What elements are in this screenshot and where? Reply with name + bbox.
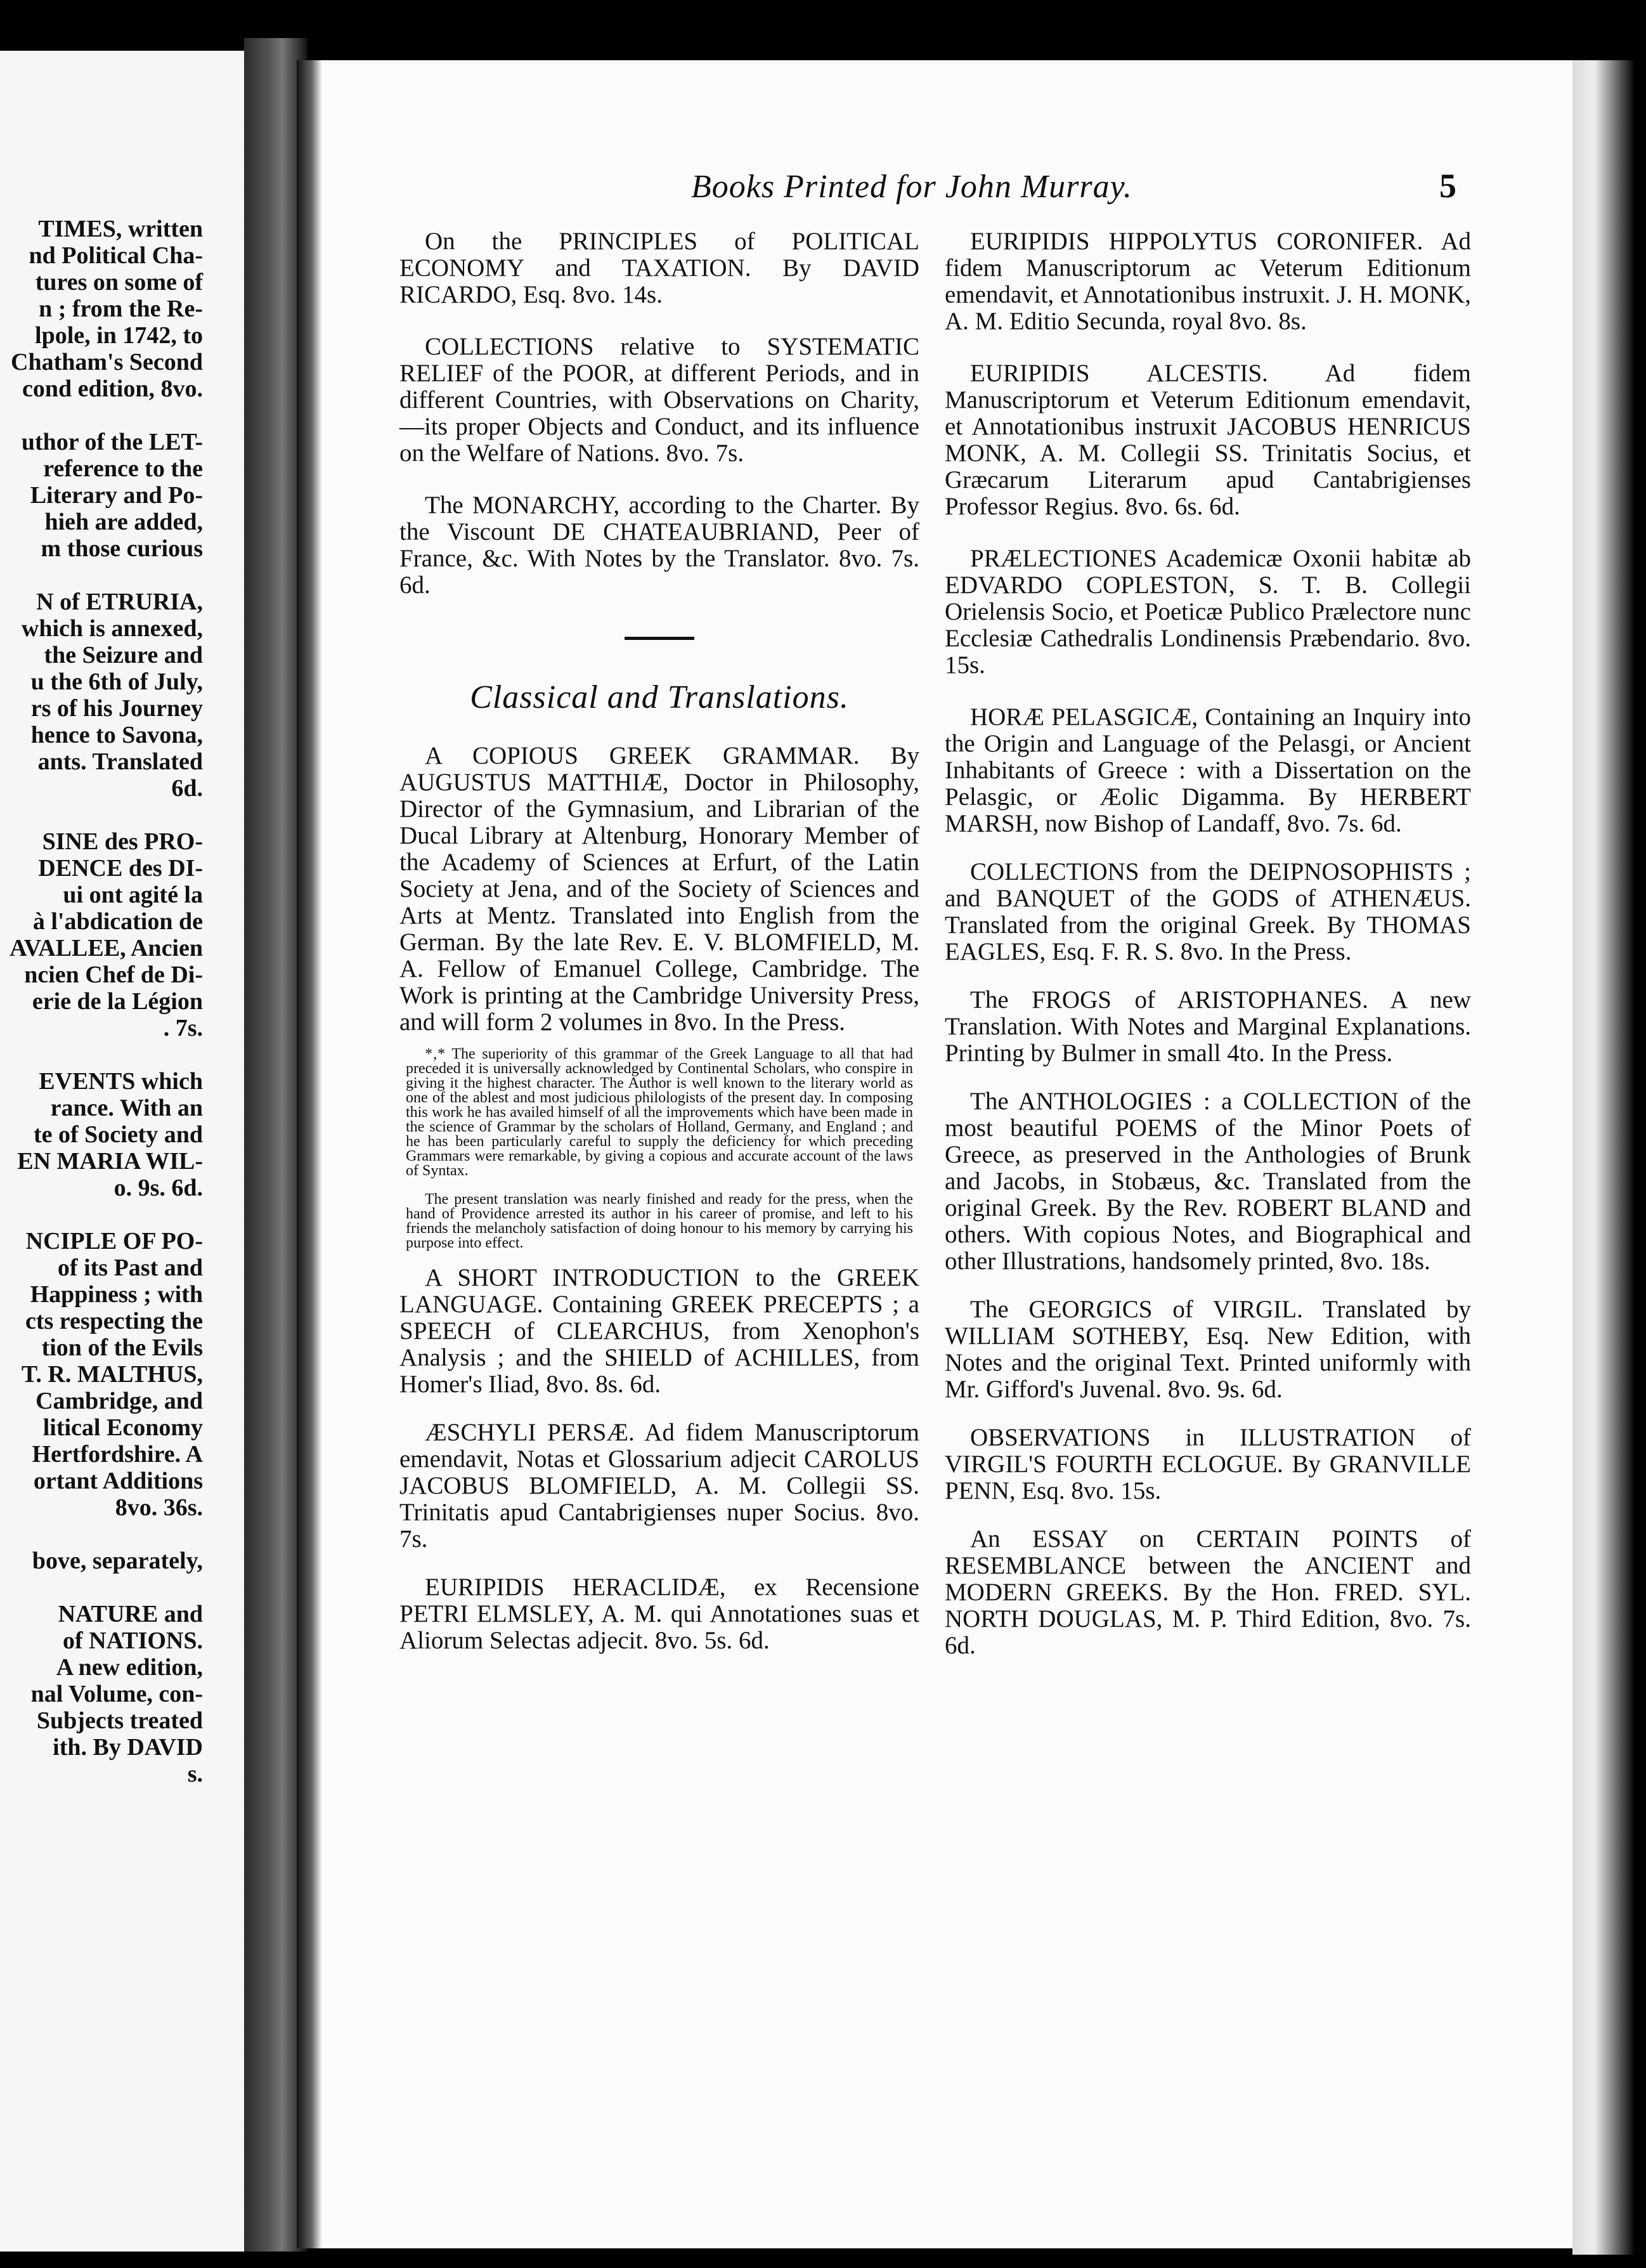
facing-page-line: rance. With an bbox=[50, 1095, 203, 1121]
book-entry-virgil-eclogue: OBSERVATIONS in ILLUSTRATION of VIRGIL'S FOURTH ECLOGUE. By GRANVILLE PENN, Esq. 8vo. 15s. bbox=[945, 1424, 1471, 1504]
page-number: 5 bbox=[1439, 167, 1456, 205]
facing-page-line: of its Past and bbox=[57, 1255, 203, 1281]
facing-page-line: AVALLEE, Ancien bbox=[10, 935, 203, 961]
facing-page-line: tion of the Evils bbox=[41, 1334, 203, 1361]
facing-page-line: Subjects treated bbox=[36, 1707, 203, 1734]
facing-page-line: bove, separately, bbox=[32, 1548, 203, 1574]
facing-page-line: te of Society and bbox=[33, 1121, 203, 1148]
facing-page-line: Chatham's Second bbox=[11, 349, 203, 375]
book-entry-horae-pelasgicae: HORÆ PELASGICÆ, Containing an Inquiry into the Origin and Language of the Pelasgi, or Ancient Inhabitants of Greece : with a Dissertation on the Pelasgic, or Æolic Digamma. By HERBERT MARSH, now Bishop of Landaff, 8vo. 7s. 6d. bbox=[945, 703, 1471, 837]
facing-page-line: nal Volume, con- bbox=[30, 1681, 203, 1707]
facing-page-line: NATURE and bbox=[58, 1601, 203, 1627]
facing-page-line: ui ont agité la bbox=[63, 882, 203, 908]
facing-page-line: cts respecting the bbox=[25, 1308, 203, 1334]
facing-page-line: nd Political Cha- bbox=[29, 242, 203, 269]
facing-page-line: 6d. bbox=[171, 775, 203, 802]
facing-page-line: à l'abdication de bbox=[32, 908, 203, 935]
facing-page-line: which is annexed, bbox=[21, 615, 203, 642]
book-entry-euripidis-heraclidae: EURIPIDIS HERACLIDÆ, ex Recensione PETRI ELMSLEY, A. M. qui Annotationes suas et Aliorum Selectas adjecit. 8vo. 5s. 6d. bbox=[399, 1574, 919, 1654]
facing-page-line: cond edition, 8vo. bbox=[22, 375, 203, 402]
facing-page-line: . 7s. bbox=[163, 1015, 203, 1041]
facing-page-line: rs of his Journey bbox=[30, 695, 203, 722]
left-column bbox=[399, 228, 919, 1676]
facing-page-line: Hertfordshire. A bbox=[32, 1441, 203, 1468]
book-entry-praelectiones: PRÆLECTIONES Academicæ Oxonii habitæ ab EDVARDO COPLESTON, S. T. B. Collegii Orielensis Socio, et Poeticæ Publico Prælectore nunc Ecclesiæ Cathedralis Londinensis Præbendario. 8vo. 15s. bbox=[945, 545, 1471, 679]
book-entry-ricardo: On the PRINCIPLES of POLITICAL ECONOMY and TAXATION. By DAVID RICARDO, Esq. 8vo. 14s. bbox=[399, 228, 919, 308]
facing-page-line: Cambridge, and bbox=[36, 1388, 203, 1414]
facing-page-line: Happiness ; with bbox=[30, 1281, 203, 1308]
book-entry-greek-grammar: A COPIOUS GREEK GRAMMAR. By AUGUSTUS MATTHIÆ, Doctor in Philosophy, Director of the Gymnasium, and Librarian of the Ducal Library at Altenburg, Honorary Member of the Academy of Sciences at Erfurt, of the Latin Society at Jena, and of the Society of Sciences and Arts at Mentz. Translated into English from the German. By the late Rev. E. V. BLOMFIELD, M. A. Fellow of Emanuel College, Cambridge. The Work is printing at the Cambridge University Press, and will form 2 volumes in 8vo. In the Press. bbox=[399, 742, 919, 1036]
facing-page-line: hence to Savona, bbox=[30, 722, 203, 748]
facing-page-line: N of ETRURIA, bbox=[36, 589, 203, 615]
book-entry-monarchy: The MONARCHY, according to the Charter. By the Viscount DE CHATEAUBRIAND, Peer of France, &c. With Notes by the Translator. 8vo. 7s. 6d. bbox=[399, 492, 919, 599]
facing-page-line: NCIPLE OF PO- bbox=[25, 1228, 203, 1255]
facing-page-line: m those curious bbox=[41, 535, 203, 562]
book-entry-ancient-modern-greeks: An ESSAY on CERTAIN POINTS of RESEMBLANCE between the ANCIENT and MODERN GREEKS. By the Hon. FRED. SYL. NORTH DOUGLAS, M. P. Third Edition, 8vo. 7s. 6d. bbox=[945, 1525, 1471, 1659]
facing-page-line: tures on some of bbox=[35, 269, 203, 296]
facing-page-line: n ; from the Re- bbox=[39, 296, 203, 322]
grammar-note: *‚* The superiority of this grammar of the Greek Language to all that had preceded it is universally acknowledged by Continental Scholars, who conspire in giving it the highest character. The Author is well known to the literary world as one of the ablest and most judicious philologists of the present day. In composing this work he has availed himself of all the improvements which have been made in the science of Grammar by the scholars of Holland, Germany, and England ; and he has been particularly careful to supply the deficiency for which preceding Grammars were remarkable, by giving a copious and accurate account of the laws of Syntax. bbox=[406, 1046, 913, 1179]
facing-page-line: o. 9s. 6d. bbox=[113, 1175, 203, 1201]
book-entry-georgics: The GEORGICS of VIRGIL. Translated by WILLIAM SOTHEBY, Esq. New Edition, with Notes and the original Text. Printed uniformly with Mr. Gifford's Juvenal. 8vo. 9s. 6d. bbox=[945, 1296, 1471, 1403]
page-edge bbox=[1572, 60, 1646, 2255]
facing-page-line: lpole, in 1742, to bbox=[35, 322, 203, 349]
facing-page-line: of NATIONS. bbox=[63, 1627, 203, 1654]
facing-page-line: EVENTS which bbox=[39, 1068, 203, 1095]
facing-page-line: TIMES, written bbox=[38, 216, 203, 242]
facing-page-line: 8vo. 36s. bbox=[115, 1494, 203, 1521]
spine-shadow bbox=[297, 60, 322, 2248]
facing-page-line: litical Economy bbox=[42, 1414, 203, 1441]
facing-page-line: the Seizure and bbox=[44, 642, 203, 668]
book-entry-poor-relief: COLLECTIONS relative to SYSTEMATIC RELIEF of the POOR, at different Periods, and in different Countries, with Observations on Charity,—its proper Objects and Conduct, and its influence on the Welfare of Nations. 8vo. 7s. bbox=[399, 333, 919, 467]
facing-page-line: Literary and Po- bbox=[30, 482, 203, 509]
facing-page-text bbox=[0, 51, 244, 2252]
book-entry-deipnosophists: COLLECTIONS from the DEIPNOSOPHISTS ; and BANQUET of the GODS of ATHENÆUS. Translated from the original Greek. By THOMAS EAGLES, Esq. F. R. S. 8vo. In the Press. bbox=[945, 858, 1471, 965]
book-entry-short-introduction: A SHORT INTRODUCTION to the GREEK LANGUAGE. Containing GREEK PRECEPTS ; a SPEECH of CLEARCHUS, from Xenophon's Analysis ; and the SHIELD of ACHILLES, from Homer's Iliad, 8vo. 8s. 6d. bbox=[399, 1264, 919, 1398]
facing-page-fragment bbox=[0, 51, 244, 2252]
facing-page-line: s. bbox=[187, 1761, 203, 1787]
translation-note: The present translation was nearly finished and ready for the press, when the hand of Providence arrested its author in his career of promise, and left to his friends the melancholy satisfaction of doing honour to his memory by carrying his purpose into effect. bbox=[406, 1191, 913, 1251]
facing-page-line: ncien Chef de Di- bbox=[24, 961, 203, 988]
facing-page-line: ith. By DAVID bbox=[53, 1734, 203, 1761]
facing-page-line: EN MARIA WIL- bbox=[17, 1148, 203, 1175]
section-title: Classical and Translations. bbox=[470, 679, 849, 715]
facing-page-line: T. R. MALTHUS, bbox=[21, 1361, 203, 1388]
facing-page-line: uthor of the LET- bbox=[21, 429, 203, 455]
facing-page-line: hieh are added, bbox=[44, 509, 203, 535]
right-column bbox=[945, 228, 1471, 1681]
book-entry-aeschyli-persae: ÆSCHYLI PERSÆ. Ad fidem Manuscriptorum emendavit, Notas et Glossarium adjecit CAROLUS JACOBUS BLOMFIELD, A. M. Collegii SS. Trinitatis apud Cantabrigienses nuper Socius. 8vo. 7s. bbox=[399, 1419, 919, 1553]
facing-page-line: SINE des PRO- bbox=[42, 828, 203, 855]
facing-page-line: reference to the bbox=[43, 455, 203, 482]
book-entry-hippolytus: EURIPIDIS HIPPOLYTUS CORONIFER. Ad fidem Manuscriptorum ac Veterum Editionum emendavit, et Annotationibus instruxit. J. H. MONK, A. M. Editio Secunda, royal 8vo. 8s. bbox=[945, 228, 1471, 335]
facing-page-line: A new edition, bbox=[56, 1654, 203, 1681]
facing-page-line: u the 6th of July, bbox=[30, 668, 203, 695]
running-head: Books Printed for John Murray. bbox=[691, 169, 1132, 205]
facing-page-line: ants. Translated bbox=[37, 748, 203, 775]
book-entry-alcestis: EURIPIDIS ALCESTIS. Ad fidem Manuscriptorum et Veterum Editionum emendavit, et Annotationibus instruxit JACOBUS HENRICUS MONK, A. M. Collegii SS. Trinitatis Socius, et Græcarum Literarum apud Cantabrigienses Professor Regius. 8vo. 6s. 6d. bbox=[945, 360, 1471, 520]
facing-page-line: ortant Additions bbox=[33, 1468, 203, 1494]
book-entry-frogs: The FROGS of ARISTOPHANES. A new Translation. With Notes and Marginal Explanations. Printing by Bulmer in small 4to. In the Press. bbox=[945, 986, 1471, 1067]
facing-page-line: erie de la Légion bbox=[32, 988, 203, 1015]
book-entry-anthologies: The ANTHOLOGIES : a COLLECTION of the most beautiful POEMS of the Minor Poets of Greece, as preserved in the Anthologies of Brunk and Jacobs, in Stobæus, &c. Translated from the original Greek. By the Rev. ROBERT BLAND and others. With copious Notes, and Biographical and other Illustrations, handsomely printed, 8vo. 18s. bbox=[945, 1088, 1471, 1275]
facing-page-line: DENCE des DI- bbox=[38, 855, 203, 882]
section-divider bbox=[625, 637, 694, 640]
